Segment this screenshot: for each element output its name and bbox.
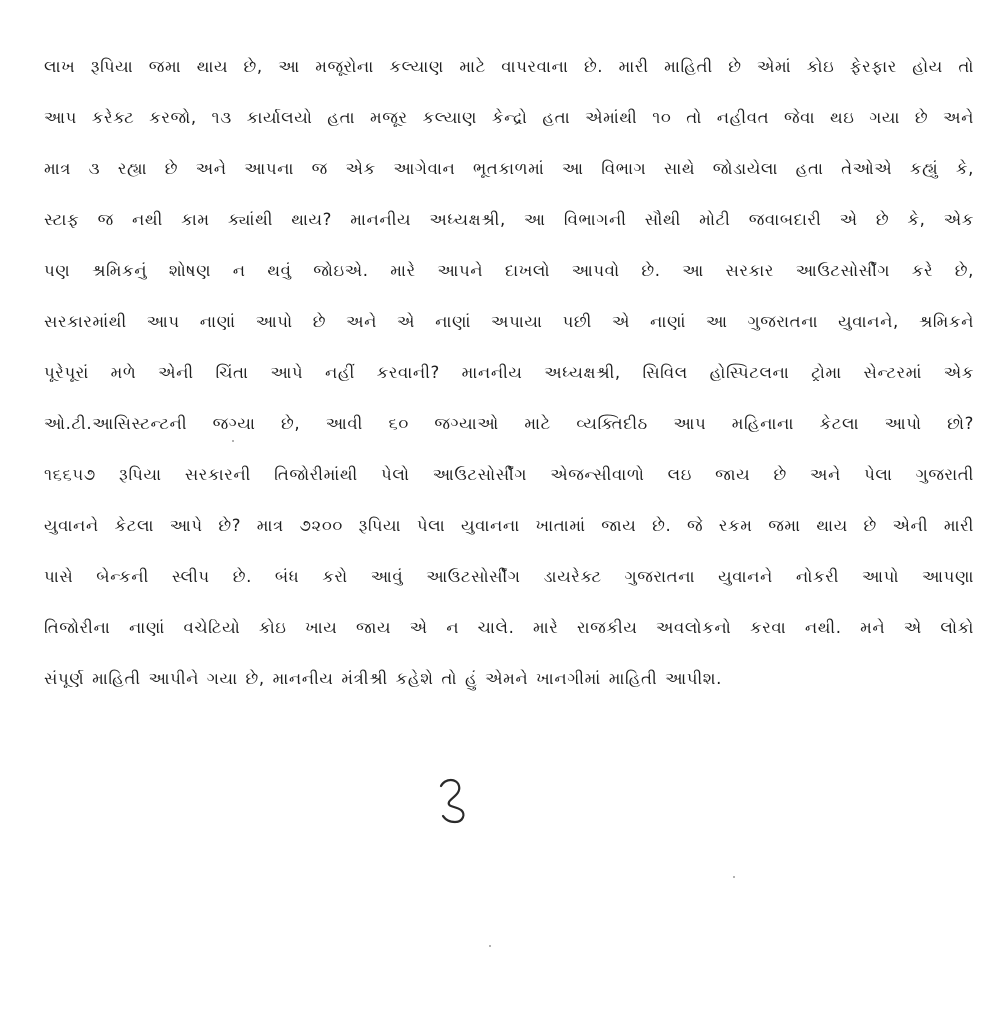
scan-speck (232, 440, 234, 442)
text-line: માત્ર ૩ રહ્યા છે અને આપના જ એક આગેવાન ભૂતકાળમાં આ વિભાગ સાથે જોડાયેલા હતા તેઓએ કહ્યું કે, (44, 159, 974, 178)
body-text (44, 41, 974, 704)
scan-speck (489, 945, 491, 947)
text-line: ઓ.ટી.આસિસ્ટન્ટની જગ્યા છે, આવી ૬૦ જગ્યાઓ માટે વ્યક્તિદીઠ આપ મહિનાના કેટલા આપો છો? (44, 414, 974, 433)
text-line: આપ કરેક્ટ કરજો, ૧૩ કાર્યાલયો હતા મજૂર કલ્યાણ કેન્દ્રો હતા એમાંથી ૧૦ તો નહીવત જેવા થઇ ગયા છે અને (44, 108, 974, 127)
text-line: સંપૂર્ણ માહિતી આપીને ગયા છે, માનનીય મંત્રીશ્રી કહેશે તો હું એમને ખાનગીમાં માહિતી આપીશ. (44, 669, 722, 688)
handwritten-page-number (433, 772, 473, 832)
text-line: ૧૬૬૫૭ રૂપિયા સરકારની તિજોરીમાંથી પેલો આઉટસોર્સીંગ એજન્સીવાળો લઇ જાય છે અને પેલા ગુજરાતી (44, 465, 974, 484)
text-line: તિજોરીના નાણાં વચેટિયો કોઇ ખાય જાય એ ન ચાલે. મારે રાજકીય અવલોકનો કરવા નથી. મને એ લોકો (44, 618, 974, 637)
scan-speck (733, 876, 735, 878)
text-line: પણ શ્રમિકનું શોષણ ન થવું જોઇએ. મારે આપને દાખલો આપવો છે. આ સરકાર આઉટસોર્સીંગ કરે છે, (44, 261, 974, 280)
text-line: સ્ટાફ જ નથી કામ ક્યાંથી થાય? માનનીય અધ્યક્ષશ્રી, આ વિભાગની સૌથી મોટી જવાબદારી એ છે કે, એક (44, 210, 974, 229)
text-line: યુવાનને કેટલા આપે છે? માત્ર ૭૨૦૦ રૂપિયા પેલા યુવાનના ખાતામાં જાય છે. જે રકમ જમા થાય છે એની મારી (44, 516, 974, 535)
text-line: લાખ રૂપિયા જમા થાય છે, આ મજૂરોના કલ્યાણ માટે વાપરવાના છે. મારી માહિતી છે એમાં કોઇ ફેરફાર હોય તો (44, 57, 974, 76)
text-line: પૂરેપૂરાં મળે એની ચિંતા આપે નહીં કરવાની? માનનીય અધ્યક્ષશ્રી, સિવિલ હોસ્પિટલના ટ્રોમા સેન્ટરમાં એક (44, 363, 974, 382)
text-line: સરકારમાંથી આપ નાણાં આપો છે અને એ નાણાં અપાયા પછી એ નાણાં આ ગુજરાતના યુવાનને, શ્રમિકને (44, 312, 974, 331)
text-line: પાસે બેન્કની સ્લીપ છે. બંધ કરો આવું આઉટસોર્સીંગ ડાયરેક્ટ ગુજરાતના યુવાનને નોકરી આપો આપણા (44, 567, 974, 586)
